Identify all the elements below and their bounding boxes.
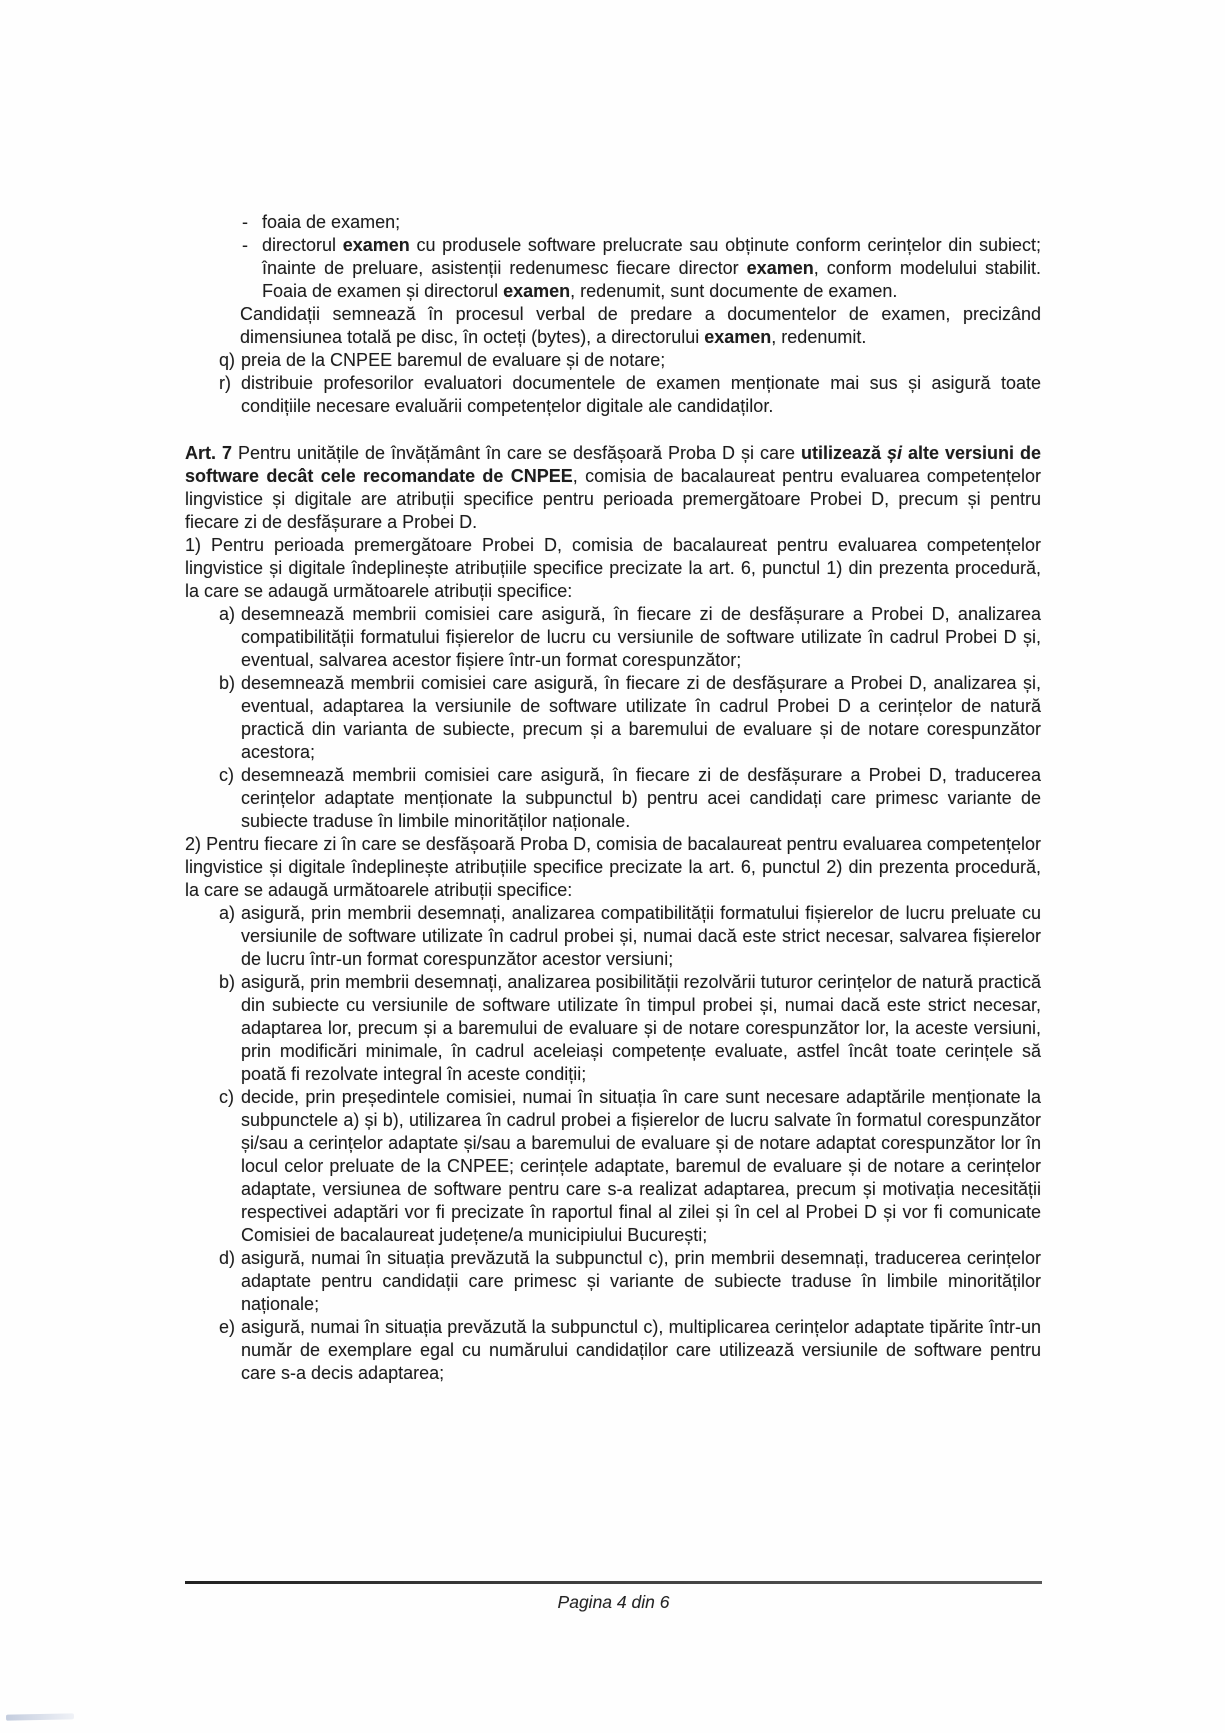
- text-run: și: [887, 443, 903, 463]
- item-2-d: [219, 1247, 1041, 1316]
- item-1-a: [219, 603, 1041, 672]
- text-run: examen: [503, 281, 571, 301]
- item-1-b: [219, 672, 1041, 764]
- text-run: examen: [704, 327, 772, 347]
- list-item-text: [241, 1086, 1041, 1247]
- list-item-text: [241, 1316, 1041, 1385]
- item-q: [219, 349, 1041, 372]
- text-run: , redenumit, sunt documente de examen.: [570, 281, 898, 301]
- text-run: desemnează membrii comisiei care asigură, în fiecare zi de desfășurare a Probei D, traducerea cerințelor adaptate menționate la subpunctul b) pentru acei candidați care primesc variante de subiecte traduse în limbile minorităților naționale.: [241, 765, 1041, 831]
- dash-item-foaia: [242, 211, 1041, 234]
- list-item-text: [241, 902, 1041, 971]
- text-run: cu produsele software prelucrate sau obținute conform cerințelor din subiect; înainte de preluare, asistenții redenumesc fiecare director: [262, 235, 1041, 278]
- item-2-e: [219, 1316, 1041, 1385]
- list-marker: a): [219, 903, 236, 923]
- list-item-text: [241, 372, 1041, 418]
- text-run: , redenumit.: [771, 327, 867, 347]
- text-run: preia de la CNPEE baremul de evaluare și de notare;: [241, 350, 666, 370]
- document-content: [185, 211, 1041, 1385]
- list-item-text: [241, 603, 1041, 672]
- list-marker: -: [242, 235, 248, 255]
- text-run: 2) Pentru fiecare zi în care se desfășoară Proba D, comisia de bacalaureat pentru evaluarea competențelor lingvistice și digitale îndeplinește atribuțiile specifice precizate la art. 6, punctul 2) din prezenta procedură, la care se adaugă următoarele atribuții specifice:: [185, 834, 1041, 900]
- text-run: , comisia de bacalaureat pentru evaluarea competențelor lingvistice și digitale are atribuții specifice pentru perioada premergătoare Probei D, precum și pentru fiecare zi de desfășurare a Probei D.: [185, 466, 1041, 532]
- paragraph-spacer: [185, 418, 1041, 442]
- paragraph-candidatii: [240, 303, 1041, 349]
- list-marker: c): [219, 1087, 234, 1107]
- text-run: asigură, prin membrii desemnați, analizarea compatibilității formatului fișierelor de lucru preluate cu versiunile de software utilizate în cadrul probei și, numai dacă este strict necesar, salvarea fișierelor de lucru într-un format corespunzător acestor versiuni;: [241, 903, 1041, 969]
- text-run: Art. 7: [185, 443, 232, 463]
- page-number: Pagina 4 din 6: [557, 1592, 670, 1612]
- list-marker: b): [219, 673, 236, 693]
- text-run: alte versiuni de software decât cele recomandate de CNPEE: [185, 443, 1042, 486]
- list-item-text: [241, 349, 1041, 372]
- scan-artifact: [6, 1713, 74, 1720]
- item-2-a: [219, 902, 1041, 971]
- text-run: decide, prin președintele comisiei, numai în situația în care sunt necesare adaptările menționate la subpunctele a) și b), utilizarea în cadrul probei a fișierelor de lucru salvate în formatul corespunzător și/sau a cerințelor adaptate și/sau a baremului de evaluare și de notare adaptat corespunzător lor în locul celor preluate de la CNPEE; cerințele adaptate, baremul de evaluare și de notare a cerințelor adaptate, versiunea de software pentru care s-a realizat adaptarea, precum și motivația necesității respectivei adaptări vor fi precizate în raportul final al zilei și în cel al Probei D și vor fi comunicate Comisiei de bacalaureat județene/a municipiului București;: [241, 1087, 1041, 1245]
- list-item-text: [262, 234, 1041, 303]
- paragraph-point-1: [185, 534, 1041, 603]
- list-marker: d): [219, 1248, 236, 1268]
- list-item-text: [241, 672, 1041, 764]
- footer-divider: [185, 1581, 1042, 1584]
- dash-item-directorul: [242, 234, 1041, 303]
- text-run: Candidații semnează în procesul verbal de predare a documentelor de examen, precizând dimensiunea totală pe disc, în octeți (bytes), a directorului: [240, 304, 1041, 347]
- text-run: , conform modelului stabilit. Foaia de examen și directorul: [262, 258, 1041, 301]
- list-item-text: [262, 211, 1041, 234]
- list-marker: e): [219, 1317, 236, 1337]
- item-1-c: [219, 764, 1041, 833]
- list-item-text: [241, 971, 1041, 1086]
- item-2-b: [219, 971, 1041, 1086]
- text-run: 1) Pentru perioada premergătoare Probei D, comisia de bacalaureat pentru evaluarea competențelor lingvistice și digitale îndeplinește atribuțiile specifice precizate la art. 6, punctul 1) din prezenta procedură, la care se adaugă următoarele atribuții specifice:: [185, 535, 1041, 601]
- text-run: asigură, numai în situația prevăzută la subpunctul c), multiplicarea cerințelor adaptate tipărite într-un număr de exemplare egal cu numărului candidaților care utilizează versiunile de software pentru care s-a decis adaptarea;: [241, 1317, 1041, 1383]
- text-run: examen: [342, 235, 410, 255]
- text-run: asigură, numai în situația prevăzută la subpunctul c), prin membrii desemnați, traducerea cerințelor adaptate pentru candidații care primesc și variante de subiecte traduse în limbile minorităților naționale;: [241, 1248, 1041, 1314]
- text-run: distribuie profesorilor evaluatori documentele de examen menționate mai sus și asigură toate condițiile necesare evaluării competențelor digitale ale candidaților.: [241, 373, 1041, 416]
- list-marker: q): [219, 350, 236, 370]
- text-run: foaia de examen;: [262, 212, 401, 232]
- text-run: asigură, prin membrii desemnați, analizarea posibilității rezolvării tuturor cerințelor de natură practică din subiecte cu versiunile de software utilizate în timpul probei și, numai dacă este strict necesar, adaptarea lor, precum și a baremului de evaluare și de notare corespunzător lor, la aceste versiuni, prin modificări minimale, în cadrul aceleiași competențe evaluate, astfel încât toate cerințele să poată fi rezolvate integral în aceste condiții;: [241, 972, 1041, 1084]
- text-run: directorul: [262, 235, 343, 255]
- list-item-text: [241, 1247, 1041, 1316]
- paragraph-point-2: [185, 833, 1041, 902]
- list-marker: c): [219, 765, 234, 785]
- text-run: examen: [746, 258, 814, 278]
- item-r: [219, 372, 1041, 418]
- list-marker: -: [242, 212, 248, 232]
- list-item-text: [241, 764, 1041, 833]
- item-2-c: [219, 1086, 1041, 1247]
- list-marker: r): [219, 373, 231, 393]
- list-marker: b): [219, 972, 236, 992]
- text-run: Pentru unitățile de învățământ în care se desfășoară Proba D și care: [232, 443, 801, 463]
- text-run: desemnează membrii comisiei care asigură, în fiecare zi de desfășurare a Probei D, analizarea compatibilității formatului fișierelor de lucru cu versiunile de software utilizate în cadrul Probei D și, eventual, salvarea acestor fișiere într-un format corespunzător;: [241, 604, 1041, 670]
- text-run: desemnează membrii comisiei care asigură, în fiecare zi de desfășurare a Probei D, analizarea și, eventual, adaptarea la versiunile de software utilizate în cadrul Probei D a cerințelor de natură practică din varianta de subiecte, precum și a baremului de evaluare și de notare corespunzător acestora;: [241, 673, 1041, 762]
- list-marker: a): [219, 604, 236, 624]
- text-run: utilizează: [801, 443, 888, 463]
- paragraph-art-7: [185, 442, 1041, 534]
